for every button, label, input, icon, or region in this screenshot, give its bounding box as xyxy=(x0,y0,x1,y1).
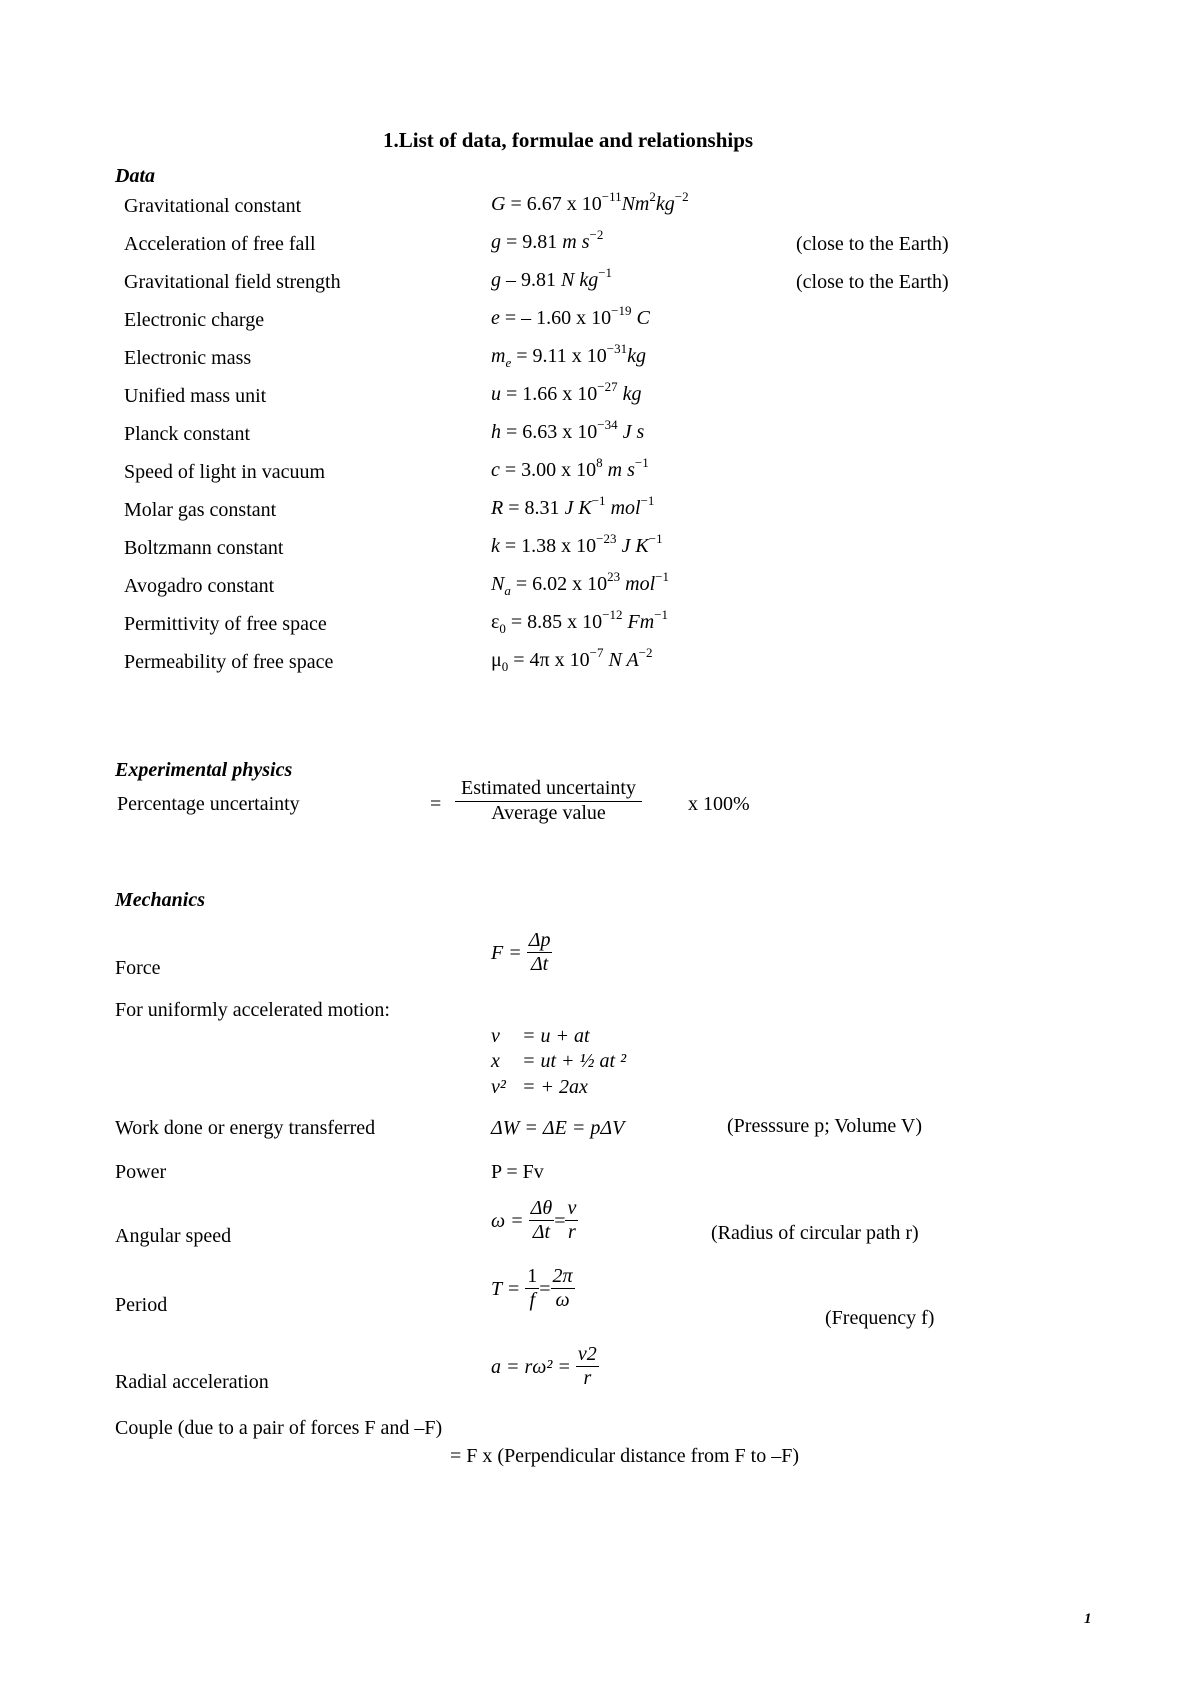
label-speed-of-light: Speed of light in vacuum xyxy=(124,461,326,483)
angular-denominator-1: Δt xyxy=(532,1221,551,1243)
force-numerator: Δp xyxy=(528,929,551,951)
angular-speed-formula xyxy=(491,1198,578,1243)
force-lhs: F = xyxy=(491,941,522,964)
experimental-heading: Experimental physics xyxy=(115,759,293,781)
period-denominator-1: f xyxy=(529,1289,536,1311)
period-denominator-2: ω xyxy=(555,1289,570,1311)
couple-label: Couple (due to a pair of forces F and –F) xyxy=(115,1417,443,1439)
work-formula: ΔW = ΔE = pΔV xyxy=(491,1117,625,1139)
radial-numerator: v2 xyxy=(577,1343,597,1365)
label-avogadro-constant: Avogadro constant xyxy=(124,575,275,597)
label-gravitational-field-strength: Gravitational field strength xyxy=(124,271,341,293)
suvat-var-v: v xyxy=(491,1025,500,1047)
label-molar-gas-constant: Molar gas constant xyxy=(124,499,277,521)
angular-speed-label: Angular speed xyxy=(115,1225,232,1247)
formula-gravitational-constant: G = 6.67 x $10^{-11}Nm^2kg^{-2}$ xyxy=(491,189,689,215)
period-formula xyxy=(491,1266,575,1311)
period-note: (Frequency f) xyxy=(825,1307,935,1329)
period-equals: = xyxy=(539,1277,551,1300)
note-close-to-earth-1: (close to the Earth) xyxy=(796,233,949,255)
radial-formula xyxy=(491,1344,599,1389)
formula-permeability: $\mu_0 = 4\pi$ x $10^{-7}$ N $A^{-2}$ xyxy=(491,645,653,674)
suvat-eq-x: = ut + ½ at ² xyxy=(522,1050,627,1072)
formula-avogadro-constant: $N_a = 6.02$ x $10^{23}$ mol$^{-1}$ xyxy=(491,569,669,598)
suvat-eq-v: = u + at xyxy=(522,1025,590,1047)
radial-lhs: a = rω² = xyxy=(491,1355,571,1378)
formula-gravitational-field-strength: g – 9.81 N $kg^{-1}$ xyxy=(491,265,613,291)
angular-lhs: ω = xyxy=(491,1209,524,1232)
angular-equals: = xyxy=(554,1209,566,1232)
angular-denominator-2: r xyxy=(568,1221,576,1243)
formula-molar-gas-constant: R = 8.31 J $K^{-1}$ mol$^{-1}$ xyxy=(491,493,655,519)
formula-planck-constant: h = 6.63 x $10^{-34}$ J s xyxy=(491,417,645,443)
percentage-multiplier: x 100% xyxy=(688,793,750,815)
uniform-motion-label: For uniformly accelerated motion: xyxy=(115,999,390,1021)
label-unified-mass-unit: Unified mass unit xyxy=(124,385,267,407)
percentage-uncertainty-label: Percentage uncertainty xyxy=(117,793,300,815)
label-acceleration-free-fall: Acceleration of free fall xyxy=(124,233,316,255)
angular-numerator-2: v xyxy=(567,1197,577,1219)
formula-acceleration-free-fall: g = 9.81 m $s^{-2}$ xyxy=(491,227,604,253)
page-title: 1.List of data, formulae and relationships xyxy=(383,128,754,152)
radial-denominator: r xyxy=(583,1367,592,1389)
period-label: Period xyxy=(115,1294,168,1316)
angular-numerator-1: Δθ xyxy=(530,1197,553,1219)
force-denominator: Δt xyxy=(530,953,549,975)
data-heading: Data xyxy=(115,165,155,187)
force-label: Force xyxy=(115,957,161,979)
formula-permittivity: $\varepsilon_0 = 8.85$ x $10^{-12}$ $Fm^{-1}$ xyxy=(491,607,669,636)
period-numerator-1: 1 xyxy=(527,1265,538,1287)
force-formula xyxy=(491,930,552,975)
power-formula: P = Fv xyxy=(491,1161,544,1183)
suvat-var-v2: v² xyxy=(491,1076,506,1098)
label-permittivity: Permittivity of free space xyxy=(124,613,327,635)
formula-boltzmann-constant: k = 1.38 x $10^{-23}$ J $K^{-1}$ xyxy=(491,531,663,557)
couple-formula: = F x (Perpendicular distance from F to –F) xyxy=(450,1445,799,1467)
label-permeability: Permeability of free space xyxy=(124,651,334,673)
label-electronic-charge: Electronic charge xyxy=(124,309,265,331)
radial-label: Radial acceleration xyxy=(115,1371,269,1393)
formula-speed-of-light: c = 3.00 x $10^8$ m $s^{-1}$ xyxy=(491,455,649,481)
suvat-eq-v2: = + 2ax xyxy=(522,1076,588,1098)
fraction-numerator: Estimated uncertainty xyxy=(455,778,642,802)
percentage-uncertainty-equals: = xyxy=(430,793,442,815)
power-label: Power xyxy=(115,1161,167,1183)
fraction-denominator: Average value xyxy=(491,802,606,824)
formula-electronic-mass: $m_e = 9.11$ x $10^{-31}kg$ xyxy=(491,341,647,370)
label-electronic-mass: Electronic mass xyxy=(124,347,252,369)
label-gravitational-constant: Gravitational constant xyxy=(124,195,302,217)
percentage-uncertainty-fraction xyxy=(455,778,642,824)
work-note: (Presssure p; Volume V) xyxy=(727,1115,922,1137)
period-numerator-2: 2π xyxy=(552,1265,573,1287)
note-close-to-earth-2: (close to the Earth) xyxy=(796,271,949,293)
angular-note: (Radius of circular path r) xyxy=(711,1222,919,1244)
label-boltzmann-constant: Boltzmann constant xyxy=(124,537,284,559)
period-lhs: T = xyxy=(491,1277,521,1300)
formula-electronic-charge: e = – 1.60 x $10^{-19}$ C xyxy=(491,303,650,329)
page-number: 1 xyxy=(1084,1611,1092,1627)
work-label: Work done or energy transferred xyxy=(115,1117,376,1139)
mechanics-heading: Mechanics xyxy=(115,889,205,911)
suvat-var-x: x xyxy=(491,1050,500,1072)
formula-unified-mass-unit: u = 1.66 x $10^{-27}$ kg xyxy=(491,379,642,405)
label-planck-constant: Planck constant xyxy=(124,423,251,445)
